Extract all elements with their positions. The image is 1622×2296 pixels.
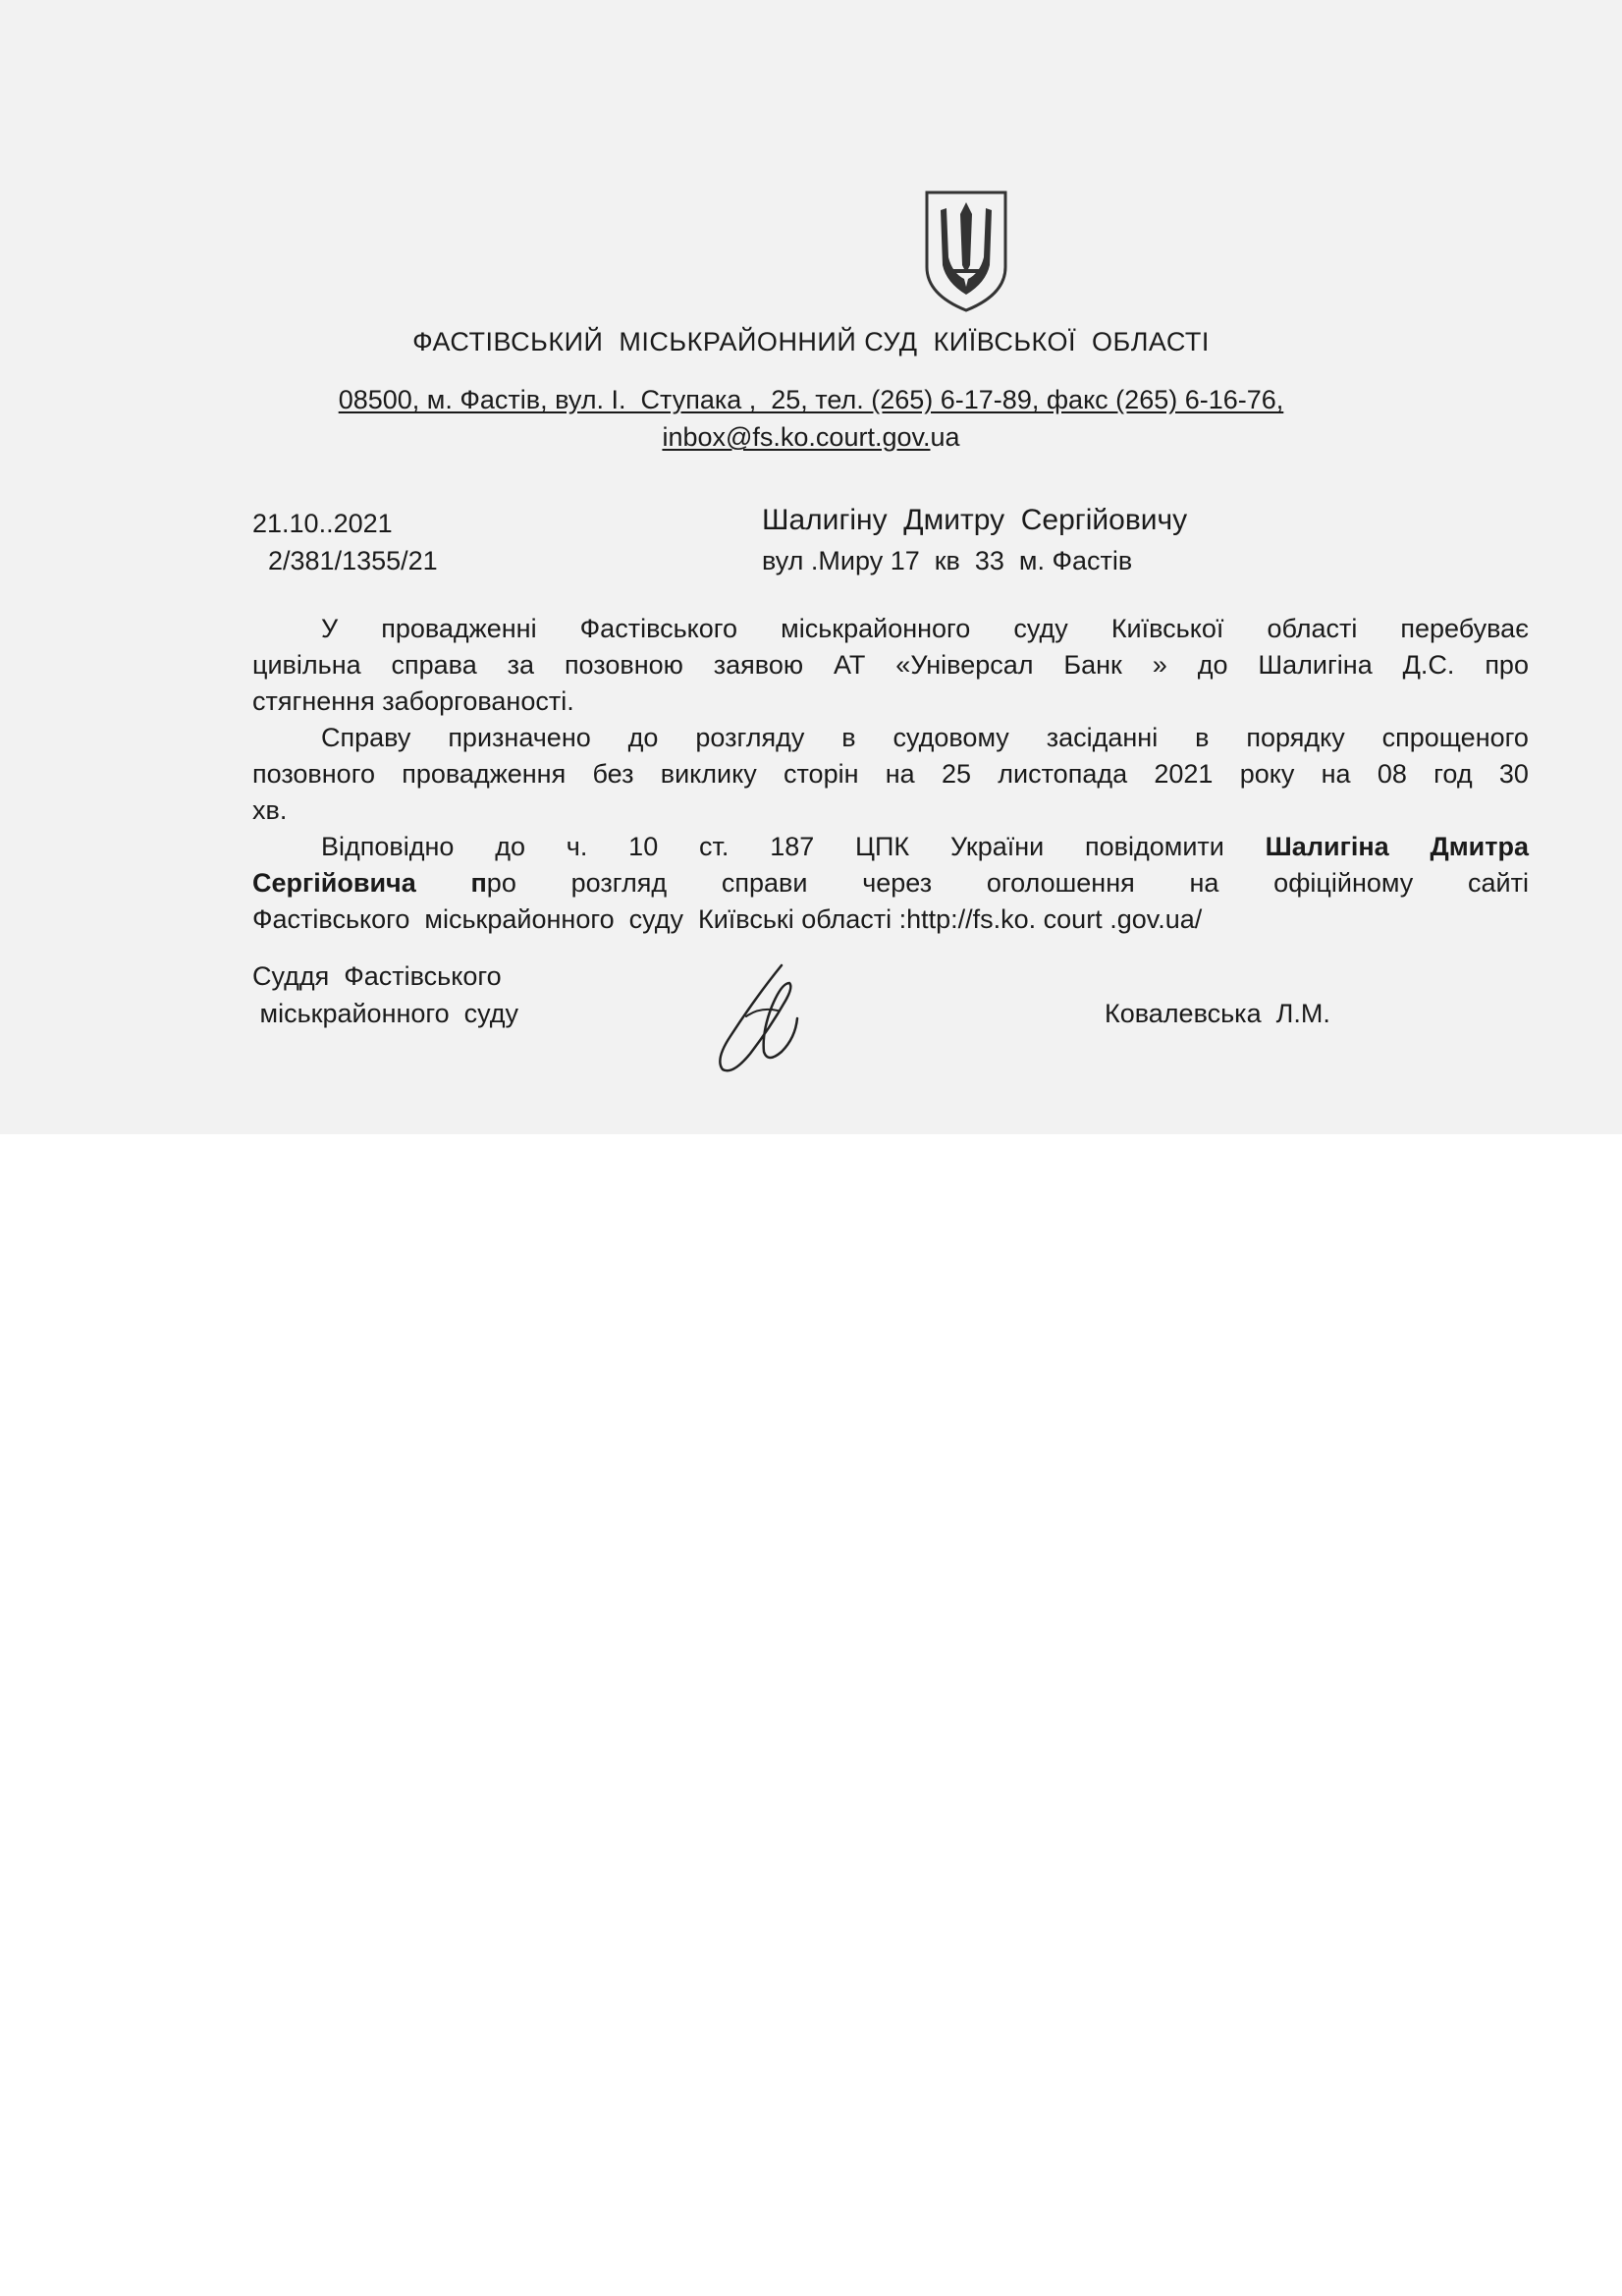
paragraph-3-line-2: Сергійовича про розгляд справи через оголошення на офіційному сайті: [252, 865, 1529, 902]
paragraph-2-line-2: позовного провадження без виклику сторін на 25 листопада 2021 року на 08 год 30: [252, 759, 1529, 789]
judge-title: Суддя Фастівського міськрайонного суду: [252, 961, 519, 1028]
email-line: [0, 418, 1622, 456]
letter-body: [252, 611, 1529, 938]
blank-page-area: [0, 1134, 1622, 2296]
recipient-name: Шалигіну Дмитру Сергійовичу: [762, 504, 1188, 536]
coat-of-arms-icon: [921, 189, 1011, 314]
email-tail: ua: [930, 422, 960, 452]
judge-name: Ковалевська Л.М.: [1105, 999, 1330, 1028]
paragraph-1-line-2: цивільна справа за позовною заявою АТ «Універсал Банк » до Шалигіна Д.С. про: [252, 650, 1529, 680]
paragraph-3-line-1: Відповідно до ч. 10 ст. 187 ЦПК України повідомити Шалигіна Дмитра: [252, 829, 1529, 865]
defendant-patronymic: Сергійовича: [252, 868, 416, 898]
court-name: ФАСТІВСЬКИЙ МІСЬКРАЙОННИЙ СУД КИЇВСЬКОЇ ОБЛАСТІ: [412, 327, 1210, 356]
paragraph-2-line-1: Справу призначено до розгляду в судовому засіданні в порядку спрощеного: [321, 723, 1529, 752]
paragraph-2-line-3: хв.: [252, 795, 288, 825]
paragraph-3-line-3: Фастівського міськрайонного суду Київські області :http://fs.ko. court .gov.ua/: [252, 904, 1203, 934]
email-link[interactable]: inbox@fs.ko.court.gov.: [662, 422, 931, 452]
paragraph-1-line-1: У провадженні Фастівського міськрайонного суду Київської області перебуває: [321, 614, 1529, 643]
signature-icon: [687, 957, 825, 1085]
document-date: 21.10..2021: [252, 509, 393, 538]
defendant-first-name: Дмитра: [1430, 832, 1529, 861]
defendant-surname: Шалигіна: [1265, 832, 1389, 861]
recipient-address: вул .Миру 17 кв 33 м. Фастів: [762, 546, 1133, 575]
court-address: [0, 381, 1622, 456]
case-number: 2/381/1355/21: [268, 546, 438, 575]
address-line: 08500, м. Фастів, вул. І. Ступака , 25, тел. (265) 6-17-89, факс (265) 6-16-76,: [338, 385, 1284, 414]
paragraph-1-line-3: стягнення заборгованості.: [252, 686, 574, 716]
